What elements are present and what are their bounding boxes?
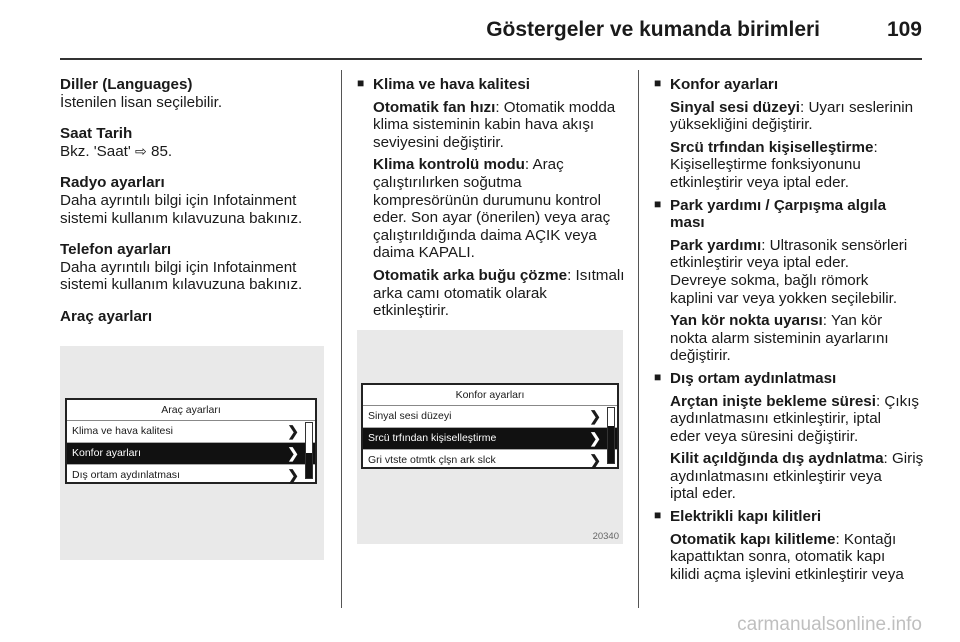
scrollbar-thumb <box>608 426 614 463</box>
section-title: Telefon ayarları <box>60 241 172 259</box>
section-text: Daha ayrıntılı bilgi için Infotainment <box>60 191 297 209</box>
section-text: sistemi kullanım kılavuzuna bakınız. <box>60 276 303 294</box>
section-title: Radyo ayarları <box>60 174 165 192</box>
comfort-settings-screen-image <box>357 330 623 544</box>
menu-item: Gri vtste otmtk çlşn ark slck ❯ <box>363 450 617 471</box>
paragraph: Otomatik fan hızı: Otomatik modda klima sisteminin kabin hava akışı seviyesini değiştirir. <box>373 98 616 151</box>
menu-item: Klima ve hava kalitesi ❯ <box>67 421 315 443</box>
scrollbar <box>607 407 615 464</box>
chevron-right-icon: ❯ <box>287 467 299 483</box>
section-text: sistemi kullanım kılavuzuna bakınız. <box>60 209 303 227</box>
scrollbar <box>305 422 313 479</box>
menu-item-selected: Srcü trfından kişiselleştirme ❯ <box>363 428 617 450</box>
section-title: ■ Dış ortam aydınlatması <box>654 370 924 388</box>
chevron-right-icon: ❯ <box>589 408 601 424</box>
section-title: ■ Konfor ayarları <box>654 76 924 94</box>
column-2 <box>357 76 627 320</box>
chevron-right-icon: ❯ <box>287 445 299 461</box>
column-divider <box>341 70 342 608</box>
section-text: Bkz. 'Saat' ⇨ 85. <box>60 142 173 160</box>
menu-item: Dış ortam aydınlatması ❯ <box>67 465 315 486</box>
section-languages <box>60 76 330 111</box>
paragraph: Klima kontrolü modu: Araç çalıştırılırken soğutma kompresörünün durumunu kontrol eder. Son ayar (önerilen) veya araç çalıştırıldığında daima AÇIK veya daima KAPALI. <box>373 156 611 262</box>
page-reference-icon: ⇨ <box>135 142 147 159</box>
menu-box <box>65 398 317 484</box>
column-1 <box>60 76 330 326</box>
section-title: ■ Elektrikli kapı kilitleri <box>654 508 924 526</box>
section-title: ■ Klima ve hava kalitesi <box>357 76 627 94</box>
section-clock <box>60 125 330 160</box>
menu-title: Konfor ayarları <box>363 385 617 406</box>
section-phone <box>60 241 330 294</box>
menu-item: Sinyal sesi düzeyi ❯ <box>363 406 617 428</box>
header-rule <box>60 58 922 60</box>
watermark[interactable]: carmanualsonline.info <box>737 614 922 635</box>
paragraph: Otomatik kapı kilitleme: Kontağı kapattıktan sonra, otomatik kapı kilidi açma işlevini etkinleştirir veya <box>670 530 904 583</box>
section-title: ■ Park yardımı / Çarpışma algıla ması <box>654 197 924 232</box>
paragraph: Kilit açıldğında dış aydnlatma: Giriş aydınlatmasını etkinleştirir veya iptal eder. <box>670 450 924 503</box>
menu-box <box>361 383 619 469</box>
scrollbar-thumb <box>306 453 312 478</box>
section-radio <box>60 174 330 227</box>
column-divider <box>638 70 639 608</box>
paragraph: Arçtan inişte bekleme süresi: Çıkış aydınlatmasını etkinleştirir, iptal eder veya süresini değiştirir. <box>670 392 920 445</box>
paragraph: Srcü trfından kişiselleştirme: Kişiselleştirme fonksiyonunu etkinleştirir veya iptal eder. <box>670 138 878 191</box>
chevron-right-icon: ❯ <box>589 452 601 468</box>
image-number: 20340 <box>592 531 619 542</box>
chevron-right-icon: ❯ <box>287 423 299 439</box>
menu-title: Araç ayarları <box>67 400 315 421</box>
page-number: 109 <box>886 18 922 41</box>
chevron-right-icon: ❯ <box>589 430 601 446</box>
section-title: Saat Tarih <box>60 125 133 143</box>
paragraph: Otomatik arka buğu çözme: Isıtmalı arka camı otomatik olarak etkinleştirir. <box>373 266 625 320</box>
menu-item-selected: Konfor ayarları ❯ <box>67 443 315 465</box>
section-text: İstenilen lisan seçilebilir. <box>60 93 223 111</box>
page-title: Göstergeler ve kumanda birimleri <box>486 18 820 41</box>
section-text: Daha ayrıntılı bilgi için Infotainment <box>60 258 297 276</box>
paragraph: Sinyal sesi düzeyi: Uyarı seslerinin yüksekliğini değiştirir. <box>670 98 914 134</box>
section-title: Araç ayarları <box>60 307 153 325</box>
column-3 <box>654 76 924 583</box>
section-title: Diller (Languages) <box>60 76 193 93</box>
paragraph: Park yardımı: Ultrasonik sensörleri etkinleştirir veya iptal eder. Devreye sokma, bağlı römork kaplini var veya yokken seçilebilir. <box>670 236 908 307</box>
paragraph: Yan kör nokta uyarısı: Yan kör nokta alarm sisteminin ayarlarını değiştirir. <box>670 312 889 365</box>
vehicle-settings-screen-image <box>60 346 324 560</box>
